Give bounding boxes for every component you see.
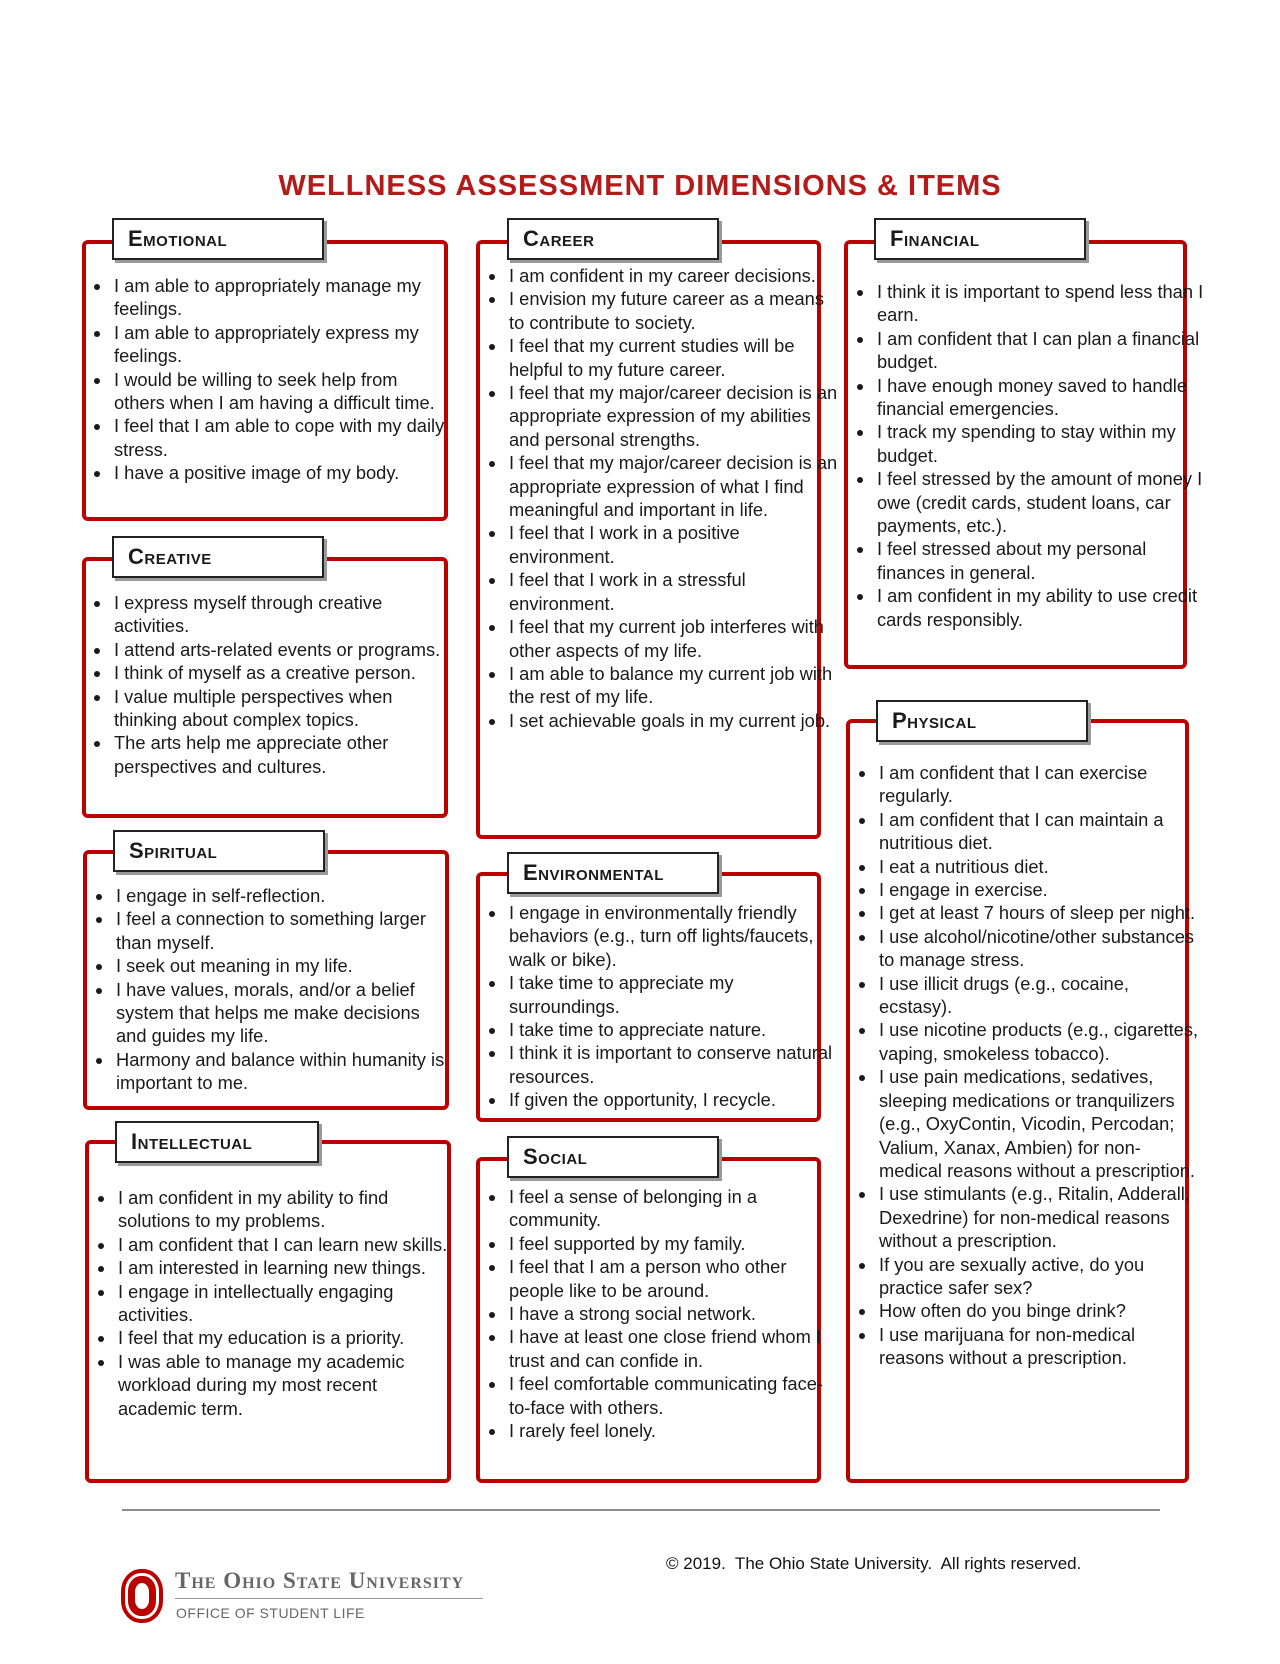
intellectual-heading: Intellectual (115, 1121, 319, 1163)
logo-divider (175, 1598, 483, 1599)
list-item: • I would be willing to seek help from others when I am having a difficult time. (112, 368, 448, 415)
list-item: • I rarely feel lonely. (507, 1419, 841, 1442)
list-item: • I track my spending to stay within my budget. (875, 420, 1205, 467)
intellectual-list (90, 1186, 452, 1420)
list-item: • I am confident in my ability to find solutions to my problems. (116, 1186, 452, 1233)
spiritual-heading: Spiritual (113, 830, 325, 872)
list-item: • I engage in intellectually engaging activities. (116, 1280, 452, 1327)
list-item: • I am confident that I can plan a financial budget. (875, 327, 1205, 374)
list-item: • I use illicit drugs (e.g., cocaine, ecstasy). (877, 972, 1201, 1019)
university-name: The Ohio State University (175, 1568, 465, 1593)
list-item: • I use stimulants (e.g., Ritalin, Adderall, Dexedrine) for non-medical reasons without a prescription. (877, 1182, 1201, 1252)
list-item: • I am confident that I can maintain a nutritious diet. (877, 808, 1201, 855)
office-name: OFFICE OF STUDENT LIFE (176, 1605, 365, 1621)
environmental-list (481, 901, 841, 1112)
list-item: • If given the opportunity, I recycle. (507, 1088, 841, 1111)
list-item: • I was able to manage my academic workload during my most recent academic term. (116, 1350, 452, 1420)
list-item: • I use marijuana for non-medical reasons without a prescription. (877, 1323, 1201, 1370)
list-item: • I feel that I am able to cope with my daily stress. (112, 414, 448, 461)
list-item: • I am able to appropriately express my feelings. (112, 321, 448, 368)
list-item: • I think it is important to conserve natural resources. (507, 1041, 841, 1088)
list-item: • I am interested in learning new things. (116, 1256, 452, 1279)
list-item: • I set achievable goals in my current job. (507, 709, 841, 732)
list-item: • I feel comfortable communicating face-to-face with others. (507, 1372, 841, 1419)
list-item: • I get at least 7 hours of sleep per night. (877, 901, 1201, 924)
physical-heading: Physical (876, 700, 1088, 742)
social-heading: Social (507, 1136, 719, 1178)
list-item: • I have values, morals, and/or a belief system that helps me make decisions and guides my life. (114, 978, 450, 1048)
list-item: • I value multiple perspectives when thinking about complex topics. (112, 685, 458, 732)
list-item: • How often do you binge drink? (877, 1299, 1201, 1322)
list-item: • I am confident in my ability to use credit cards responsibly. (875, 584, 1205, 631)
creative-list (86, 591, 458, 778)
list-item: • I have enough money saved to handle financial emergencies. (875, 374, 1205, 421)
list-item: • I engage in environmentally friendly behaviors (e.g., turn off lights/faucets, walk or bike). (507, 901, 841, 971)
list-item: • I feel a connection to something larger than myself. (114, 907, 450, 954)
career-heading: Career (507, 218, 719, 260)
creative-heading: Creative (112, 536, 324, 578)
list-item: • I use nicotine products (e.g., cigarettes, vaping, smokeless tobacco). (877, 1018, 1201, 1065)
emotional-list (86, 274, 448, 485)
list-item: • Harmony and balance within humanity is important to me. (114, 1048, 450, 1095)
list-item: • I am able to appropriately manage my feelings. (112, 274, 448, 321)
list-item: • I feel that my major/career decision is an appropriate expression of what I find meaningful and important in life. (507, 451, 841, 521)
list-item: • I feel that I work in a stressful environment. (507, 568, 841, 615)
list-item: • I feel supported by my family. (507, 1232, 841, 1255)
list-item: • I use alcohol/nicotine/other substances to manage stress. (877, 925, 1201, 972)
block-o-logo-icon (120, 1568, 164, 1624)
financial-heading: Financial (874, 218, 1086, 260)
list-item: • I feel that I am a person who other people like to be around. (507, 1255, 841, 1302)
page-title: WELLNESS ASSESSMENT DIMENSIONS & ITEMS (278, 170, 1002, 202)
footer-divider (122, 1509, 1160, 1511)
list-item: • I have a positive image of my body. (112, 461, 448, 484)
list-item: • I feel that my current studies will be helpful to my future career. (507, 334, 841, 381)
list-item: • I am confident in my career decisions. (507, 264, 841, 287)
list-item: • If you are sexually active, do you practice safer sex? (877, 1253, 1201, 1300)
list-item: • I take time to appreciate my surroundings. (507, 971, 841, 1018)
environmental-heading: Environmental (507, 852, 719, 894)
university-logo (120, 1568, 490, 1628)
list-item: • I feel that I work in a positive environment. (507, 521, 841, 568)
list-item: • The arts help me appreciate other perspectives and cultures. (112, 731, 458, 778)
career-list (481, 264, 841, 732)
social-list (481, 1185, 841, 1442)
list-item: • I eat a nutritious diet. (877, 855, 1201, 878)
list-item: • I have at least one close friend whom I trust and can confide in. (507, 1325, 841, 1372)
list-item: • I think it is important to spend less than I earn. (875, 280, 1205, 327)
list-item: • I am confident that I can exercise regularly. (877, 761, 1201, 808)
list-item: • I engage in self-reflection. (114, 884, 450, 907)
list-item: • I am confident that I can learn new skills. (116, 1233, 452, 1256)
list-item: • I take time to appreciate nature. (507, 1018, 841, 1041)
emotional-heading: Emotional (112, 218, 324, 260)
physical-list (851, 761, 1201, 1370)
list-item: • I engage in exercise. (877, 878, 1201, 901)
list-item: • I seek out meaning in my life. (114, 954, 450, 977)
list-item: • I feel that my major/career decision is an appropriate expression of my abilities and personal strengths. (507, 381, 841, 451)
list-item: • I attend arts-related events or programs. (112, 638, 458, 661)
list-item: • I have a strong social network. (507, 1302, 841, 1325)
list-item: • I feel a sense of belonging in a community. (507, 1185, 841, 1232)
list-item: • I feel that my current job interferes with other aspects of my life. (507, 615, 841, 662)
copyright-notice: © 2019. The Ohio State University. All rights reserved. (666, 1554, 1082, 1573)
list-item: • I envision my future career as a means to contribute to society. (507, 287, 841, 334)
list-item: • I use pain medications, sedatives, sleeping medications or tranquilizers (e.g., OxyContin, Vicodin, Percodan; Valium, Xanax, Ambien) for non-medical reasons without a prescription. (877, 1065, 1201, 1182)
list-item: • I feel stressed by the amount of money I owe (credit cards, student loans, car payments, etc.). (875, 467, 1205, 537)
spiritual-list (88, 884, 450, 1095)
list-item: • I feel that my education is a priority. (116, 1326, 452, 1349)
list-item: • I think of myself as a creative person. (112, 661, 458, 684)
list-item: • I am able to balance my current job with the rest of my life. (507, 662, 841, 709)
financial-list (849, 280, 1205, 631)
list-item: • I feel stressed about my personal finances in general. (875, 537, 1205, 584)
list-item: • I express myself through creative activities. (112, 591, 458, 638)
